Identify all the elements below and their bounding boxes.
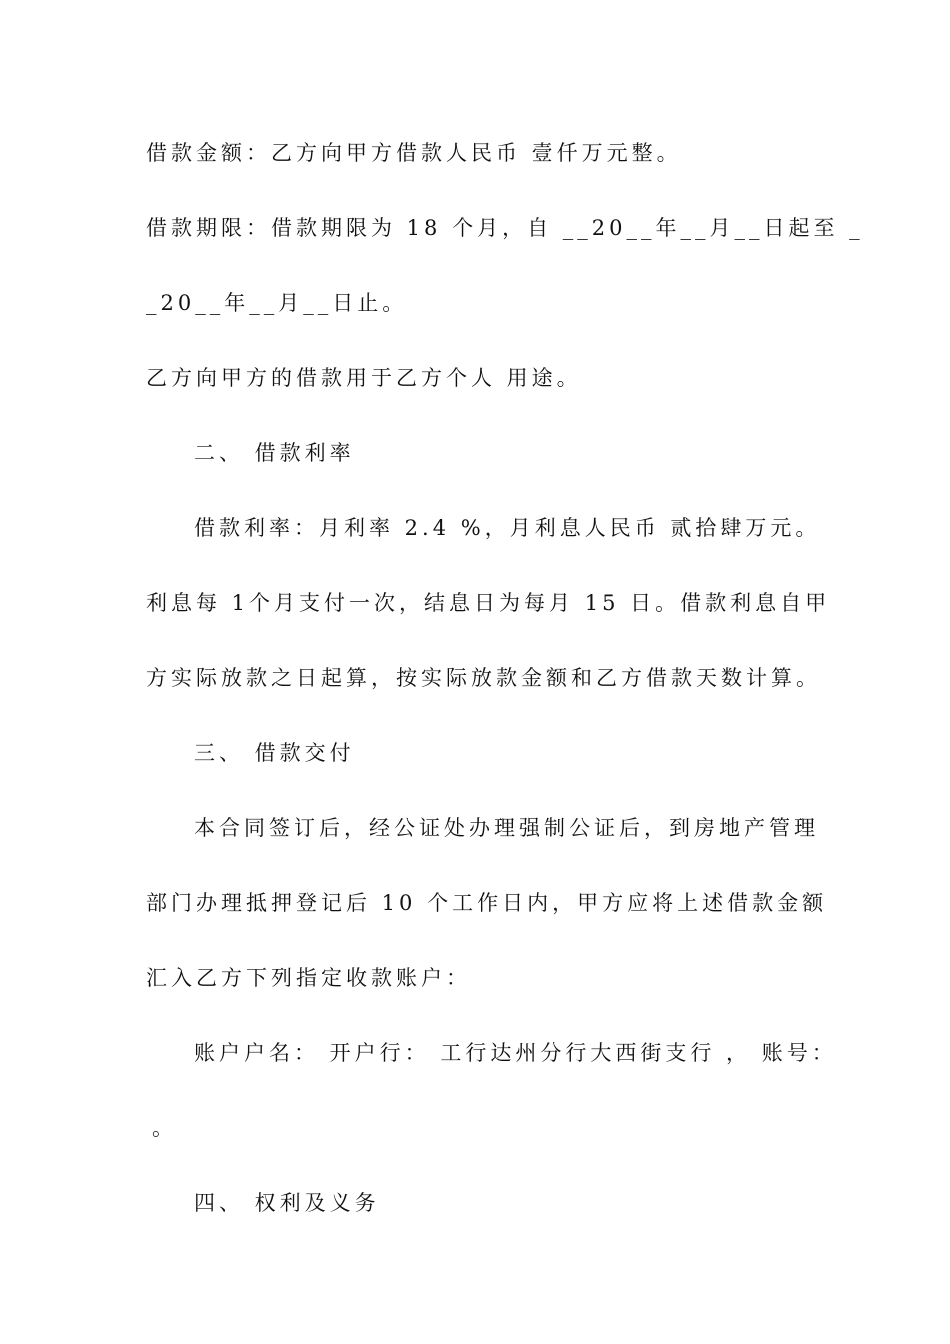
interest-rate-line: 借款利率：月利率 2.4 %，月利息人民币 贰拾肆万元。 [194,516,821,540]
loan-amount-line: 借款金额：乙方向甲方借款人民币 壹仟万元整。 [146,141,682,165]
account-number-end-line: 。 [152,1116,177,1140]
interest-calculation-line: 方实际放款之日起算，按实际放款金额和乙方借款天数计算。 [146,666,821,690]
delivery-line-3: 汇入乙方下列指定收款账户： [146,966,471,990]
interest-payment-line: 利息每 1个月支付一次，结息日为每月 15 日。借款利息自甲 [146,591,831,615]
loan-purpose-line: 乙方向甲方的借款用于乙方个人 用途。 [146,366,582,390]
loan-term-end-line: _20__年__月__日止。 [146,291,408,315]
loan-term-line: 借款期限：借款期限为 18 个月，自 __20__年__月__日起至 _ [146,216,864,240]
section-heading-rights: 四、 权利及义务 [194,1191,380,1215]
account-info-line: 账户户名： 开户行： 工行达州分行大西街支行 ， 账号： [194,1041,837,1065]
delivery-line-2: 部门办理抵押登记后 10 个工作日内，甲方应将上述借款金额 [146,891,828,915]
section-heading-delivery: 三、 借款交付 [194,741,355,765]
section-heading-interest: 二、 借款利率 [194,441,355,465]
delivery-line-1: 本合同签订后，经公证处办理强制公证后，到房地产管理 [194,816,819,840]
